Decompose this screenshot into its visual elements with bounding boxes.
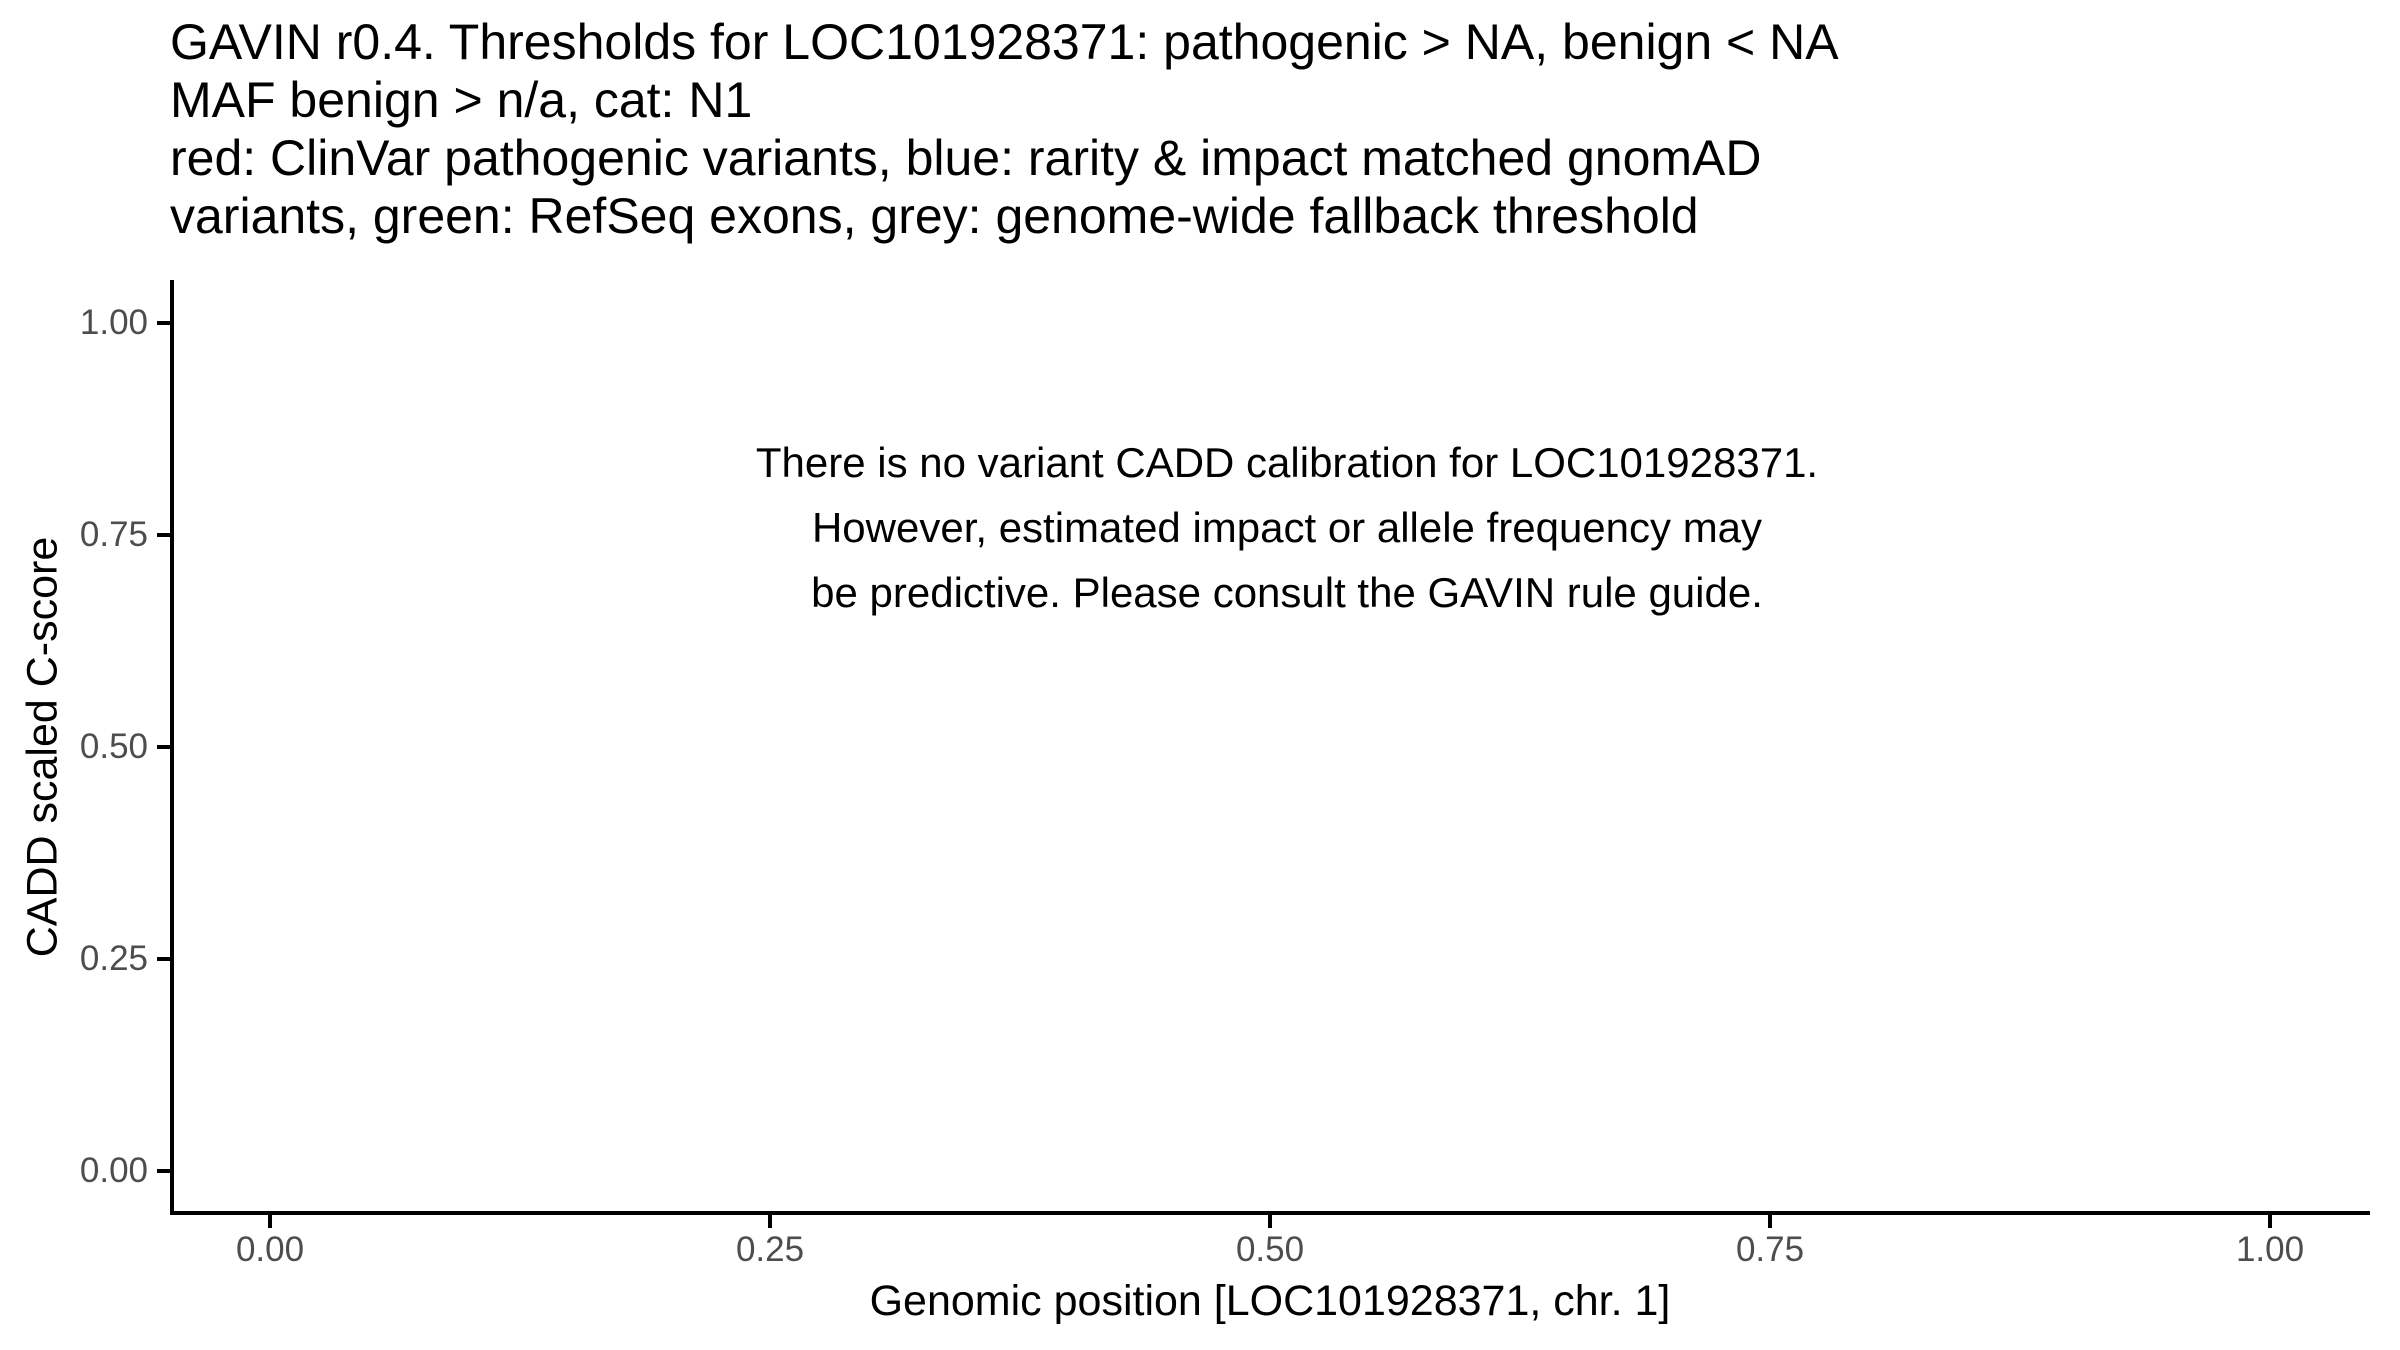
x-tick-label: 0.50 [1235,1230,1305,1269]
annotation-line-2: However, estimated impact or allele frequency may [811,504,1763,551]
plot-panel [170,280,2370,1215]
no-calibration-annotation [487,430,2087,625]
y-tick-label: 1.00 [79,303,148,342]
y-axis-title: CADD scaled C-score [18,536,67,958]
plot-title-line-3: red: ClinVar pathogenic variants, blue: rarity & impact matched gnomAD [170,130,1762,186]
y-tick-label: 0.00 [79,1151,148,1190]
plot-title [170,13,1839,245]
y-tick-label: 0.75 [79,515,148,554]
x-tick-mark [1268,1215,1272,1228]
y-tick-mark [157,1169,170,1173]
y-tick-mark [157,957,170,961]
x-axis-title: Genomic position [LOC101928371, chr. 1] [869,1277,1671,1325]
x-tick-label: 0.25 [735,1230,805,1269]
x-tick-label: 0.75 [1735,1230,1805,1269]
x-tick-label: 1.00 [2235,1230,2305,1269]
x-tick-mark [2268,1215,2272,1228]
plot-title-line-1: GAVIN r0.4. Thresholds for LOC101928371: pathogenic > NA, benign < NA [170,14,1839,70]
plot-title-line-2: MAF benign > n/a, cat: N1 [170,72,753,128]
x-tick-mark [268,1215,272,1228]
x-tick-label: 0.00 [235,1230,305,1269]
annotation-line-3: be predictive. Please consult the GAVIN rule guide. [811,569,1763,616]
plot-title-line-4: variants, green: RefSeq exons, grey: genome-wide fallback threshold [170,188,1699,244]
annotation-line-1: There is no variant CADD calibration for LOC101928371. [755,439,1819,486]
x-tick-mark [768,1215,772,1228]
y-tick-label: 0.25 [79,939,148,978]
x-tick-mark [1768,1215,1772,1228]
y-tick-label: 0.50 [79,727,148,766]
y-tick-mark [157,533,170,537]
y-tick-mark [157,321,170,325]
y-tick-mark [157,745,170,749]
